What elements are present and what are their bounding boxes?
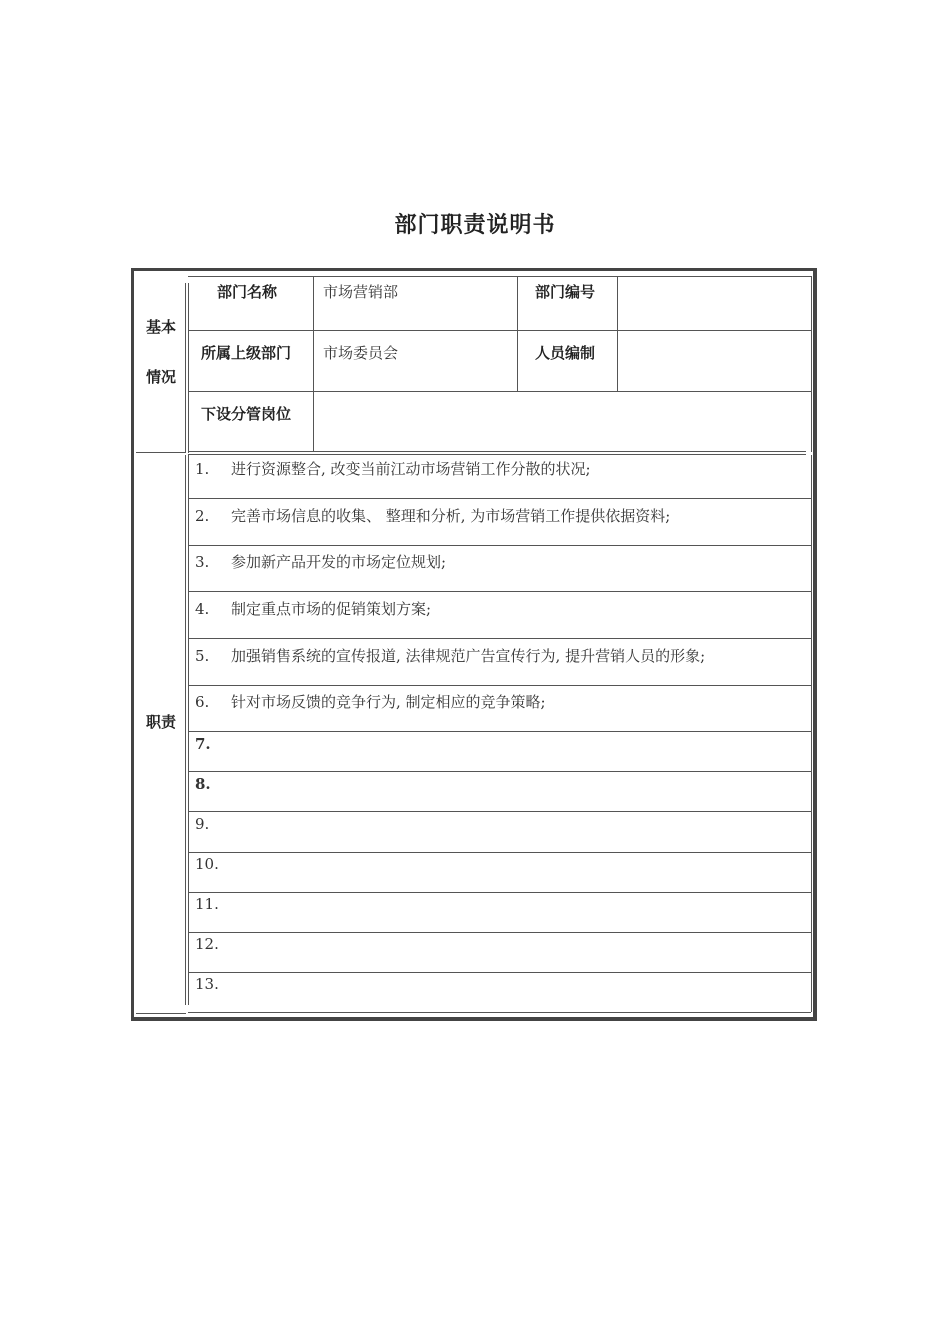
dept-name-label: 部门名称 <box>217 283 278 301</box>
duty-text: 制定重点市场的促销策划方案; <box>231 600 432 618</box>
duty-number: 9. <box>195 815 210 833</box>
duty-divider-3 <box>188 591 811 592</box>
duty-number: 11. <box>195 895 219 913</box>
duty-number: 4. <box>195 600 210 618</box>
duties-left-border <box>185 455 186 1005</box>
duty-item-11 <box>195 895 231 913</box>
right-label-column-divider <box>617 276 618 391</box>
duty-number: 6. <box>195 693 210 711</box>
duty-item-4 <box>195 598 431 619</box>
dept-name-value: 市场营销部 <box>323 283 399 301</box>
duty-item-8 <box>195 775 231 793</box>
duty-number: 3. <box>195 553 210 571</box>
duty-item-3 <box>195 551 446 572</box>
duty-number: 10. <box>195 855 219 873</box>
sub-positions-label: 下设分管岗位 <box>201 405 292 423</box>
duty-item-9 <box>195 815 231 833</box>
duty-number: 1. <box>195 460 210 478</box>
duty-text: 参加新产品开发的市场定位规划; <box>231 553 447 571</box>
duty-divider-4 <box>188 638 811 639</box>
duty-divider-5 <box>188 685 811 686</box>
duty-number: 5. <box>195 647 210 665</box>
duty-divider-8 <box>188 811 811 812</box>
document-title: 部门职责说明书 <box>394 213 556 238</box>
duty-divider-6 <box>188 731 811 732</box>
label-column-divider <box>313 276 314 452</box>
duty-number: 7. <box>195 735 211 753</box>
basic-info-label-line1: 基本 <box>145 318 176 336</box>
parent-dept-label: 所属上级部门 <box>201 344 292 362</box>
duty-item-13 <box>195 975 231 993</box>
duty-item-10 <box>195 855 231 873</box>
duty-item-6 <box>195 691 546 712</box>
duty-divider-1 <box>188 498 811 499</box>
duty-text: 进行资源整合, 改变当前江动市场营销工作分散的状况; <box>231 460 591 478</box>
duties-left-border-inner <box>188 455 189 1005</box>
dept-code-label: 部门编号 <box>535 283 596 301</box>
basic-bottom-border <box>188 451 806 452</box>
staffing-label: 人员编制 <box>535 344 596 362</box>
duty-text: 针对市场反馈的竞争行为, 制定相应的竞争策略; <box>231 693 546 711</box>
duties-section-label: 职责 <box>145 713 176 731</box>
duty-number: 12. <box>195 935 219 953</box>
duty-number: 2. <box>195 507 210 525</box>
basic-row-divider-2 <box>188 391 811 392</box>
duty-item-2 <box>195 505 670 526</box>
duty-number: 8. <box>195 775 211 793</box>
value-column-divider <box>517 276 518 391</box>
basic-bottom-border-double <box>188 454 806 455</box>
duty-divider-12 <box>188 972 811 973</box>
duty-divider-10 <box>188 892 811 893</box>
basic-left-border-inner <box>188 283 189 453</box>
duty-item-7 <box>195 735 231 753</box>
duty-item-1 <box>195 458 591 479</box>
basic-top-border <box>188 276 811 277</box>
duty-divider-11 <box>188 932 811 933</box>
duty-text: 加强销售系统的宣传报道, 法律规范广告宣传行为, 提升营销人员的形象; <box>231 647 706 665</box>
duties-label-bottom-border <box>136 1013 186 1014</box>
duty-divider-2 <box>188 545 811 546</box>
duty-divider-9 <box>188 852 811 853</box>
duty-divider-7 <box>188 771 811 772</box>
duty-bottom-border <box>188 1012 811 1013</box>
section-divider-left <box>136 452 186 453</box>
parent-dept-value: 市场委员会 <box>323 344 399 362</box>
duty-text: 完善市场信息的收集、 整理和分析, 为市场营销工作提供依据资料; <box>231 507 671 525</box>
basic-info-label-line2: 情况 <box>145 368 176 386</box>
duty-item-12 <box>195 935 231 953</box>
basic-row-divider-1 <box>188 330 811 331</box>
duty-number: 13. <box>195 975 219 993</box>
duties-right-border <box>811 455 812 1012</box>
basic-right-border <box>811 276 812 452</box>
duty-item-5 <box>195 645 705 666</box>
basic-left-border <box>185 283 186 453</box>
